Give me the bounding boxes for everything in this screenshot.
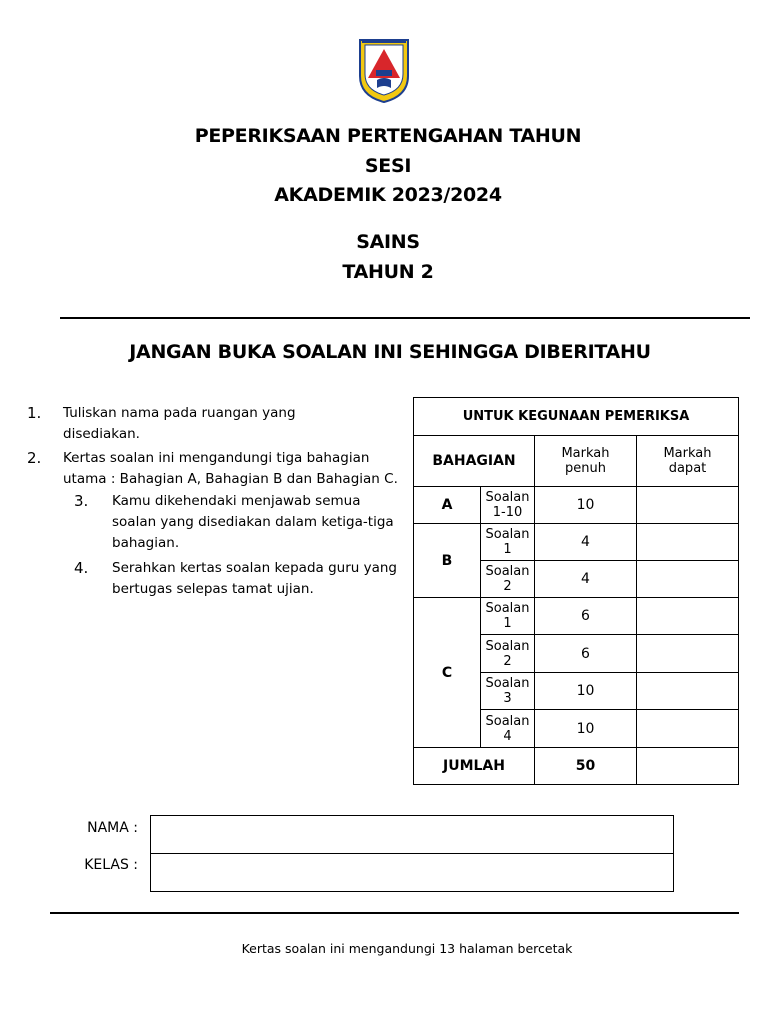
exam-title-line1: PEPERIKSAAN PERTENGAHAN TAHUN [194,125,582,147]
subject-title: SAINS [356,231,420,253]
year-title: TAHUN 2 [342,261,434,283]
instruction-text [63,403,296,445]
table-title: UNTUK KEGUNAAN PEMERIKSA [414,398,739,436]
instruction-number: 2. [27,449,42,467]
warning-text: JANGAN BUKA SOALAN INI SEHINGGA DIBERITAHU [129,341,651,363]
instruction-line: soalan yang disediakan dalam ketiga-tiga [112,514,394,530]
instruction-text [63,448,413,490]
question-cell: Soalan 4 [481,710,535,748]
name-field[interactable] [150,815,674,854]
full-marks-cell: 4 [535,524,637,561]
instruction-line: Serahkan kertas soalan kepada guru yang [112,560,398,576]
total-full-marks: 50 [535,748,637,785]
instruction-text [112,491,402,554]
question-cell: Soalan 1 [481,598,535,635]
marks-obtained-cell[interactable] [637,635,739,673]
total-label: JUMLAH [414,748,535,785]
table-row [414,524,739,561]
table-row [414,598,739,635]
marks-obtained-cell[interactable] [637,598,739,635]
exam-title-line2: SESI [364,155,412,177]
marks-obtained-cell[interactable] [637,561,739,598]
class-field[interactable] [150,853,674,892]
instruction-number: 3. [74,492,89,510]
full-marks-cell: 10 [535,710,637,748]
column-header-full-marks: Markah penuh [535,436,637,487]
instruction-line: bahagian. [112,535,180,551]
marks-obtained-cell[interactable] [637,710,739,748]
full-marks-cell: 10 [535,487,637,524]
column-header-section: BAHAGIAN [414,436,535,487]
instruction-number: 1. [27,404,42,422]
section-cell: A [414,487,481,524]
question-cell: Soalan 1-10 [481,487,535,524]
full-marks-cell: 6 [535,598,637,635]
top-divider [60,317,750,319]
bottom-divider [50,912,739,914]
instruction-line: utama : Bahagian A, Bahagian B dan Bahagian C. [63,471,398,487]
exam-title-line3: AKADEMIK 2023/2024 [274,184,502,206]
name-label: NAMA : [87,820,138,836]
section-cell: C [414,598,481,748]
full-marks-cell: 10 [535,673,637,710]
class-label: KELAS : [84,857,138,873]
footer-page-count: Kertas soalan ini mengandungi 13 halaman bercetak [241,941,573,956]
question-cell: Soalan 3 [481,673,535,710]
full-marks-cell: 4 [535,561,637,598]
table-row [414,487,739,524]
instruction-line: bertugas selepas tamat ujian. [112,581,314,597]
instruction-number: 4. [74,559,89,577]
marks-obtained-cell[interactable] [637,487,739,524]
instruction-line: disediakan. [63,426,140,442]
total-row [414,748,739,785]
section-cell: B [414,524,481,598]
question-cell: Soalan 2 [481,635,535,673]
instruction-line: Tuliskan nama pada ruangan yang [63,405,296,421]
instruction-text [112,558,402,600]
total-marks-obtained-cell[interactable] [637,748,739,785]
marks-obtained-cell[interactable] [637,673,739,710]
column-header-marks-obtained: Markah dapat [637,436,739,487]
school-crest-logo [357,36,411,104]
full-marks-cell: 6 [535,635,637,673]
instruction-line: Kertas soalan ini mengandungi tiga bahagian [63,450,370,466]
examiner-marks-table [413,397,739,785]
question-cell: Soalan 1 [481,524,535,561]
instruction-line: Kamu dikehendaki menjawab semua [112,493,361,509]
question-cell: Soalan 2 [481,561,535,598]
marks-obtained-cell[interactable] [637,524,739,561]
